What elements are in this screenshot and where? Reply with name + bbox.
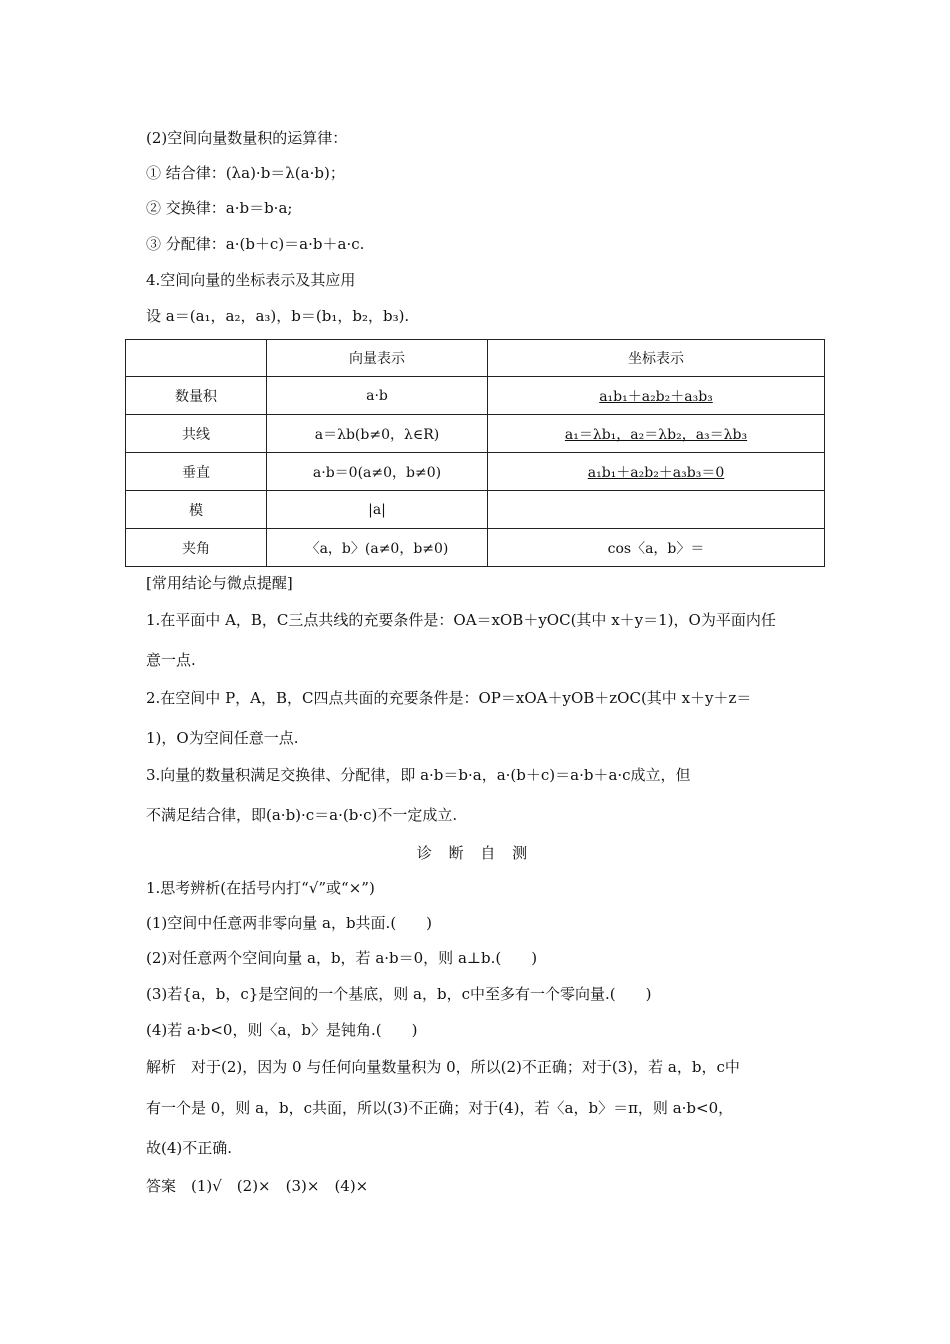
table-cell: a＝λb(b≠0，λ∈R) (267, 415, 488, 453)
table-header-cell (126, 340, 267, 377)
conclusion-2-line-1: 2.在空间中 P，A，B，C四点共面的充要条件是：OP＝xOA＋yOB＋zOC(其中 x＋y＋z＝ (146, 689, 752, 707)
vector-setup: 设 a＝(a₁，a₂，a₃)，b＝(b₁，b₂，b₃). (146, 307, 410, 325)
table-row (126, 453, 825, 491)
table-cell: 〈a，b〉(a≠0，b≠0) (267, 529, 488, 567)
table-cell: cos〈a，b〉＝ (488, 529, 825, 567)
table-row (126, 529, 825, 567)
conclusion-3-line-1: 3.向量的数量积满足交换律、分配律，即 a·b＝b·a，a·(b＋c)＝a·b＋a·c成立，但 (146, 766, 691, 784)
conclusions-heading: [常用结论与微点提醒] (146, 574, 293, 592)
question-1-title: 1.思考辨析(在括号内打“√”或“×”) (146, 879, 375, 897)
table-header-cell: 向量表示 (267, 340, 488, 377)
conclusion-3-line-2: 不满足结合律，即(a·b)·c＝a·(b·c)不一定成立. (146, 806, 458, 824)
question-item-1: (1)空间中任意两非零向量 a，b共面.( ) (146, 914, 433, 932)
table-cell: |a| (267, 491, 488, 529)
table-cell: a₁b₁＋a₂b₂＋a₃b₃＝0 (488, 453, 825, 491)
analysis-line-2: 有一个是 0，则 a，b，c共面，所以(3)不正确；对于(4)，若〈a，b〉＝π，则 a·b<0， (146, 1099, 734, 1117)
table-cell: a₁＝λb₁，a₂＝λb₂，a₃＝λb₃ (488, 415, 825, 453)
table-row (126, 491, 825, 529)
table-cell: 数量积 (126, 377, 267, 415)
answer-line: 答案 (1)√ (2)× (3)× (4)× (146, 1177, 369, 1195)
analysis-line-1: 解析 对于(2)，因为 0 与任何向量数量积为 0，所以(2)不正确；对于(3)，若 a，b，c中 (146, 1058, 740, 1076)
question-item-3: (3)若{a，b，c}是空间的一个基底，则 a，b，c中至多有一个零向量.( ) (146, 985, 652, 1003)
table-row (126, 415, 825, 453)
table-cell (488, 491, 825, 529)
coordinate-table (125, 339, 825, 567)
table-header-cell: 坐标表示 (488, 340, 825, 377)
table-cell: 垂直 (126, 453, 267, 491)
self-test-title: 诊 断 自 测 (416, 844, 534, 862)
analysis-line-3: 故(4)不正确. (146, 1139, 233, 1157)
conclusion-1-line-1: 1.在平面中 A，B，C三点共线的充要条件是：OA＝xOB＋yOC(其中 x＋y＝1)，O为平面内任 (146, 611, 776, 629)
table-cell: 夹角 (126, 529, 267, 567)
table-cell: 共线 (126, 415, 267, 453)
rules-title: (2)空间向量数量积的运算律： (146, 129, 348, 147)
rule-distributive: ③ 分配律：a·(b＋c)＝a·b＋a·c. (146, 235, 365, 253)
conclusion-2-line-2: 1)，O为空间任意一点. (146, 729, 299, 747)
conclusion-1-line-2: 意一点. (146, 651, 196, 669)
table-cell: a·b＝0(a≠0，b≠0) (267, 453, 488, 491)
table-cell: 模 (126, 491, 267, 529)
table-row (126, 377, 825, 415)
question-item-4: (4)若 a·b<0，则〈a，b〉是钝角.( ) (146, 1021, 418, 1039)
section-4-title: 4.空间向量的坐标表示及其应用 (146, 271, 356, 289)
rule-associative: ① 结合律：(λa)·b＝λ(a·b)； (146, 164, 345, 182)
table-cell: a·b (267, 377, 488, 415)
rule-commutative: ② 交换律：a·b＝b·a; (146, 199, 293, 217)
table-header-row (126, 340, 825, 377)
table-cell: a₁b₁＋a₂b₂＋a₃b₃ (488, 377, 825, 415)
question-item-2: (2)对任意两个空间向量 a，b，若 a·b＝0，则 a⊥b.( ) (146, 949, 538, 967)
